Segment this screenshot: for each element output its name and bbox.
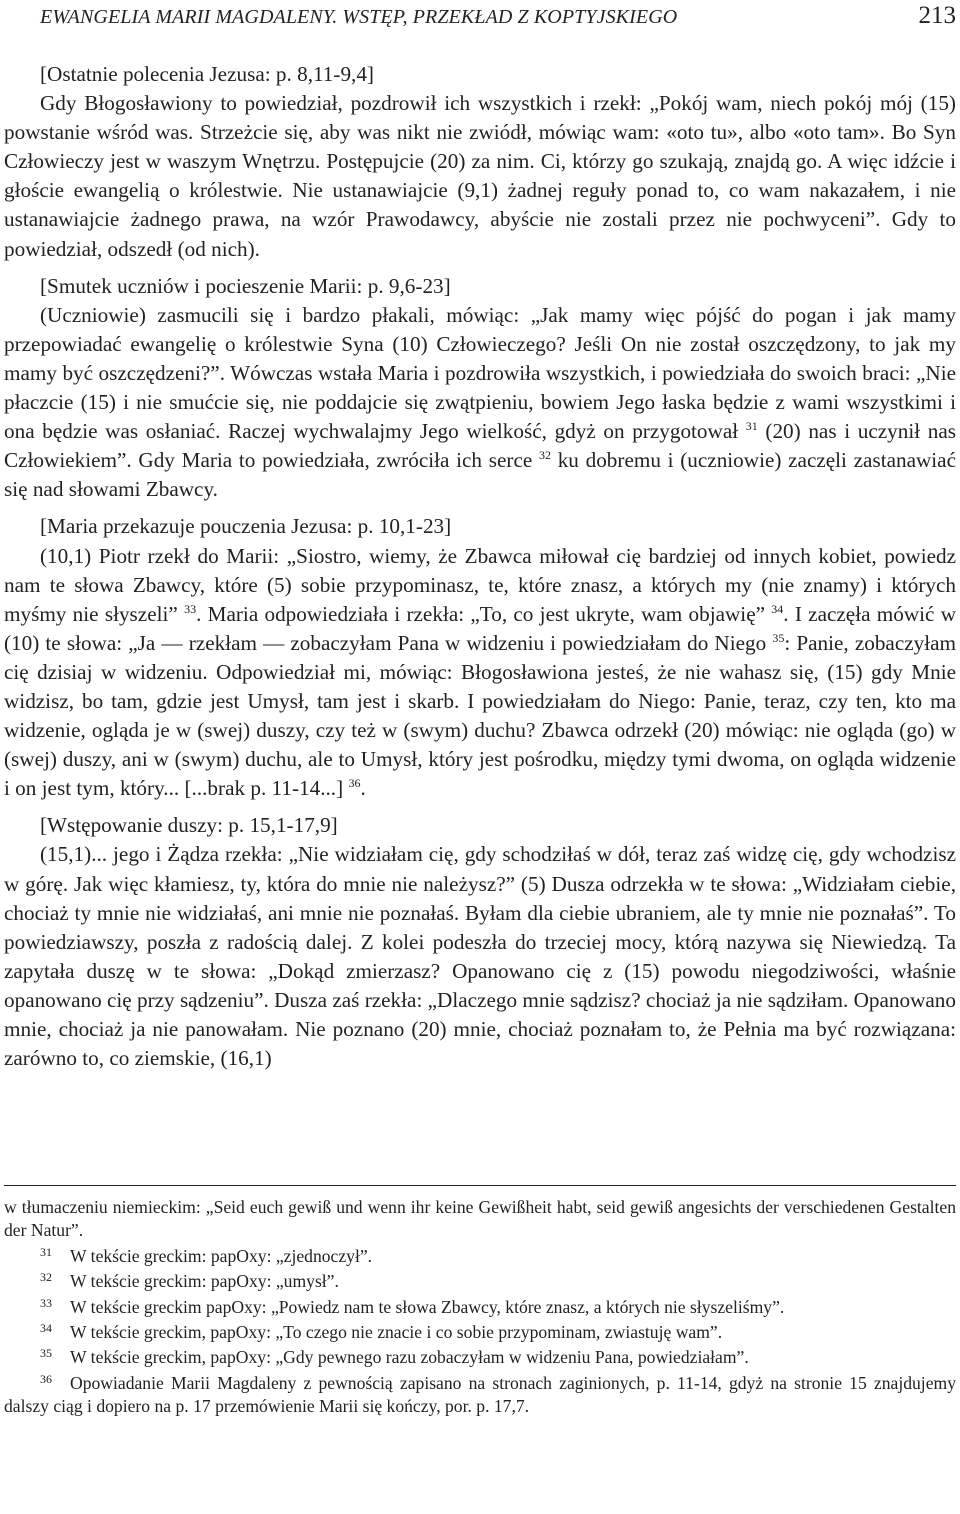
text-run: Gdy Błogosławiony to powiedział, pozdrowił ich wszystkich i rzekł: „Pokój wam, niech pokój mój (15) powstanie wśród was. Strzeżcie się, aby was nikt nie zwiódł, mówiąc wam: «oto tu», albo «oto tam». Bo Syn Człowieczy jest w waszym Wnętrzu. Postępujcie (20) za nim. Ci, którzy go szukają, znajdą go. A więc idźcie i głoście ewangelią o królestwie. Nie ustanawiajcie (9,1) żadnej reguły ponad to, co wam nakazałem, i nie ustanawiajcie żadnego prawa, na wzór Prawodawcy, abyście nie zostali przez nie pochwyceni”. Gdy to powiedział, odszedł (od nich).: [4, 91, 956, 261]
text-run: (15,1)... jego i Żądza rzekła: „Nie widziałam cię, gdy schodziłaś w dół, teraz zaś widzę cię, gdy wchodzisz w górę. Jak więc kłamiesz, ty, która do mnie nie należysz?” (5) Dusza odrzekła w te słowa: „Widziałam ciebie, chociaż ty mnie nie widziałaś, ani mnie nie poznałaś. Byłam dla ciebie ubraniem, ale ty mnie nie poznałaś”. To powiedziawszy, poszła z radością dalej. Z kolei podeszła do trzeciej mocy, którą nazywa się Niewiedzą. Ta zapytała duszę w te słowa: „Dokąd zmierzasz? Opanowano cię z (15) powodu niegodziwości, właśnie opanowano cię przy sądzeniu”. Dusza zaś rzekła: „Dlaczego mnie sądzisz? chociaż ja nie sądziłam. Opanowano mnie, chociaż ja nie panowałam. Nie poznano (20) mnie, chociaż poznałam to, że Pełnia ma być rozwiązana: zarówno to, co ziemskie, (16,1): [4, 842, 956, 1071]
document-page: [4, 0, 957, 1417]
text-run: (20) nas i uczynił nas Człowiekiem”. Gdy Maria to powiedziała, zwróciła ich serce: [4, 419, 956, 473]
section-heading: [Maria przekazuje pouczenia Jezusa: p. 10,1-23]: [40, 514, 452, 539]
footnote-text: W tekście greckim: papOxy: „zjednoczył”.: [70, 1245, 373, 1266]
body-text: [4, 60, 956, 1073]
footnote-list: [4, 1245, 956, 1419]
footnote-continued: w tłumaczeniu niemieckim: „Seid euch gewiß und wenn ihr keine Gewißheit habt, seid gewiß angesichts der verschiedenen Gestalten der Natur”.: [4, 1197, 956, 1241]
footnotes: [4, 1185, 956, 1421]
footnote-reference[interactable]: 32: [538, 448, 551, 463]
section-paragraph: [4, 542, 956, 804]
footnote-reference[interactable]: 33: [184, 601, 197, 616]
page-number: 213: [918, 2, 956, 29]
section-heading: [Ostatnie polecenia Jezusa: p. 8,11-9,4]: [40, 62, 374, 86]
footnote-text: Opowiadanie Marii Magdaleny z pewnością zapisano na stronach zaginionych, p. 11-14, gdyż na stronie 15 znajdujemy dalszy ciąg i dopiero na p. 17 przemówienie Marii się kończy, por. p. 17,7.: [4, 1372, 956, 1417]
running-title: EWANGELIA MARII MAGDALENY. WSTĘP, PRZEKŁAD Z KOPTYJSKIEGO: [40, 6, 678, 28]
text-run: : Panie, zobaczyłam cię dzisiaj w widzeniu. Odpowiedział mi, mówiąc: Błogosławiona jesteś, że nie wahasz się, (15) gdy Mnie widzisz, bo tam, gdzie jest Umysł, tam jest i skarb. I powiedziałam do Niego: Panie, teraz, czy ten, kto ma widzenie, ogląda je w (swej) duszy, czy też w (swym) duchu? Zbawca odrzekł (20) mówiąc: nie ogląda (go) w (swej) duszy, ani w (swym) duchu, ale to Umysł, który jest pośrodku, między tymi dwoma, on ogląda widzenie i on jest tym, który... [...brak p. 11-14...]: [4, 630, 956, 801]
footnote-reference[interactable]: 31: [745, 419, 758, 434]
text-run: (Uczniowie) zasmucili się i bardzo płakali, mówiąc: „Jak mamy więc pójść do pogan i jak mamy przepowiadać ewangelię o królestwie Syna (10) Człowieczego? Jeśli On nie został oszczędzony, to jak my mamy być oszczędzeni?”. Wówczas wstała Maria i pozdrowiła wszystkich, i powiedziała do swoich braci: „Nie płaczcie (15) i nie smućcie się, nie poddajcie się zwątpieniu, bowiem Jego łaska będzie z wami wszystkimi i ona będzie was osłaniać. Raczej wychwalajmy Jego wielkość, gdyż on przygotował: [4, 302, 956, 444]
section-heading: [Smutek uczniów i pocieszenie Marii: p. 9,6-23]: [40, 273, 451, 298]
footnote-reference[interactable]: 35: [772, 630, 785, 645]
section-heading: [Wstępowanie duszy: p. 15,1-17,9]: [40, 813, 338, 838]
section-gap: [4, 264, 956, 272]
section-gap: [4, 504, 956, 512]
footnote-reference[interactable]: 36: [348, 776, 361, 791]
footnote: 35 W tekście greckim, papOxy: „Gdy pewnego razu zobaczyłam w widzeniu Pana, powiedziałam”.: [40, 1346, 749, 1368]
text-run: . I zaczęła mówić w (10) te słowa: „Ja — rzekłam — zobaczyłam Pana w widzeniu i powiedziałam do Niego: [4, 601, 957, 655]
footnote-reference[interactable]: 34: [771, 601, 784, 616]
footnote-text: W tekście greckim, papOxy: „To czego nie znacie i co sobie przypominam, zwiastuję wam”.: [70, 1322, 723, 1343]
text-run: (10,1) Piotr rzekł do Marii: „Siostro, wiemy, że Zbawca miłował cię bardziej od innych kobiet, powiedz nam te słowa Zbawcy, które (5) sobie przypominasz, te, które znasz, a których my (nie znamy) i których myśmy nie słyszeli”: [4, 543, 956, 626]
footnote: 36 Opowiadanie Marii Magdaleny z pewnością zapisano na stronach zaginionych, p. 11-14, gdyż na stronie 15 znajdujemy dalszy ciąg i dopiero na p. 17 przemówienie Marii się kończy, por. p. 17,7.: [4, 1371, 956, 1417]
footnote: 32 W tekście greckim: papOxy: „umysł”.: [40, 1270, 339, 1292]
section-paragraph: [4, 840, 956, 1073]
footnote: 33 W tekście greckim papOxy: „Powiedz nam te słowa Zbawcy, które znasz, a których nie słyszeliśmy”.: [40, 1295, 785, 1317]
footnote: 34 W tekście greckim, papOxy: „To czego nie znacie i co sobie przypominam, zwiastuję wam”.: [40, 1321, 723, 1343]
footnote-text: W tekście greckim: papOxy: „umysł”.: [70, 1271, 339, 1292]
section-paragraph: [4, 301, 956, 505]
text-run: ku dobremu i (uczniowie) zaczęli zastanawiać się nad słowami Zbawcy.: [4, 448, 956, 502]
text-run: .: [360, 776, 366, 801]
running-head: [4, 0, 956, 36]
footnote-text: W tekście greckim, papOxy: „Gdy pewnego razu zobaczyłam w widzeniu Pana, powiedziałam”.: [70, 1347, 749, 1368]
text-run: . Maria odpowiedziała i rzekła: „To, co jest ukryte, wam objawię”: [196, 601, 772, 626]
footnote: 31 W tekście greckim: papOxy: „zjednoczył”.: [40, 1244, 373, 1266]
section-paragraph: [4, 89, 956, 264]
footnote-text: W tekście greckim papOxy: „Powiedz nam te słowa Zbawcy, które znasz, a których nie słyszeliśmy”.: [70, 1296, 785, 1317]
section-gap: [4, 803, 956, 811]
